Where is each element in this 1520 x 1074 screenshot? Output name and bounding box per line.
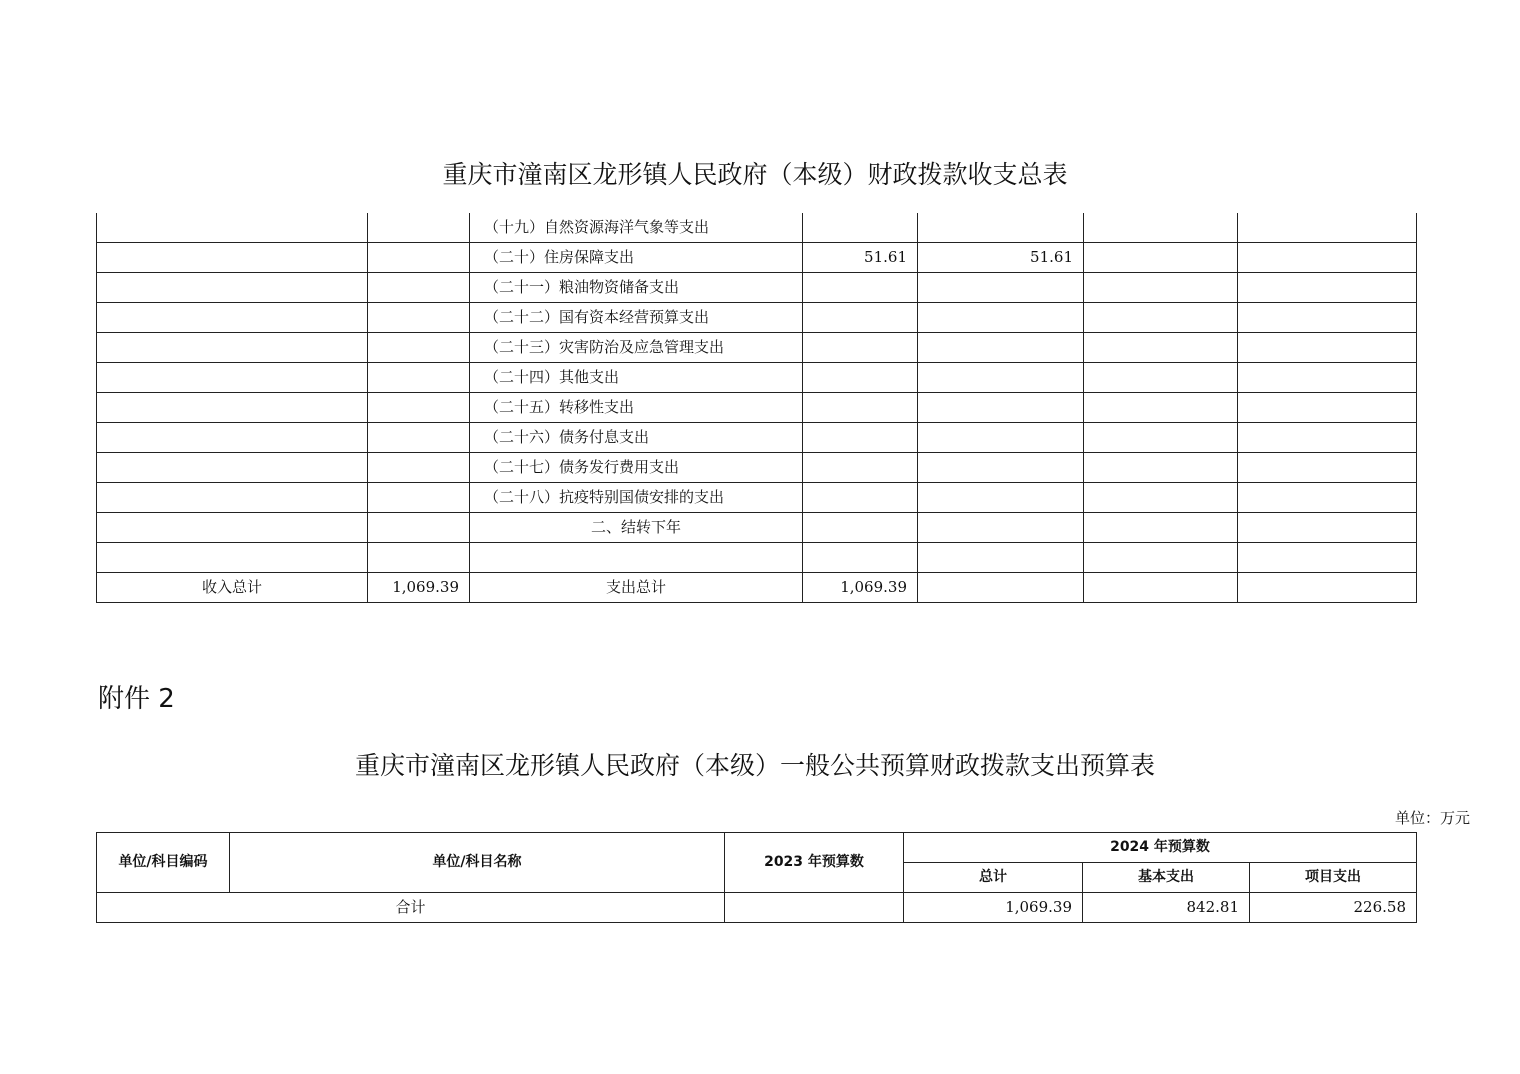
- header-project: 项目支出: [1250, 863, 1417, 893]
- table-row: [97, 483, 1417, 513]
- income-item-cell: [97, 423, 368, 453]
- state-capital-cell: [1238, 483, 1417, 513]
- income-item-cell: [97, 453, 368, 483]
- general-budget-cell: [918, 483, 1084, 513]
- empty-cell: [918, 573, 1084, 603]
- expense-value-cell: [803, 213, 918, 243]
- sum-project: 226.58: [1250, 893, 1417, 923]
- expense-value-cell: [803, 453, 918, 483]
- table-row: [97, 303, 1417, 333]
- expense-item-name: （十九）自然资源海洋气象等支出: [470, 213, 803, 243]
- general-budget-cell: [918, 333, 1084, 363]
- state-capital-cell: [1238, 393, 1417, 423]
- table-row: [97, 393, 1417, 423]
- empty-cell: [470, 543, 803, 573]
- sum-label: 合计: [97, 893, 725, 923]
- header-cur-year: 2024 年预算数: [904, 833, 1417, 863]
- expense-item-name: （二十七）债务发行费用支出: [470, 453, 803, 483]
- expense-value-cell: 51.61: [803, 243, 918, 273]
- expense-item-name: （二十三）灾害防治及应急管理支出: [470, 333, 803, 363]
- carry-forward-label: 二、结转下年: [470, 513, 803, 543]
- general-budget-cell: [918, 213, 1084, 243]
- unit-label: 单位：万元: [1394, 809, 1470, 827]
- table1-title: 重庆市潼南区龙形镇人民政府（本级）财政拨款收支总表: [442, 160, 1068, 189]
- revenue-expense-summary-table: [96, 213, 1417, 603]
- income-value-cell: [368, 273, 470, 303]
- income-item-cell: [97, 393, 368, 423]
- expense-value-cell: [803, 273, 918, 303]
- income-value-cell: [368, 303, 470, 333]
- header-name: 单位/科目名称: [230, 833, 725, 893]
- table-row: [97, 453, 1417, 483]
- header-code: 单位/科目编码: [97, 833, 230, 893]
- sum-basic: 842.81: [1083, 893, 1250, 923]
- empty-cell: [368, 543, 470, 573]
- state-capital-cell: [1238, 213, 1417, 243]
- income-value-cell: [368, 213, 470, 243]
- income-item-cell: [97, 243, 368, 273]
- empty-cell: [1084, 513, 1238, 543]
- expense-value-cell: [803, 303, 918, 333]
- expense-item-name: （二十五）转移性支出: [470, 393, 803, 423]
- table-row: [97, 273, 1417, 303]
- income-value-cell: [368, 423, 470, 453]
- fund-budget-cell: [1084, 273, 1238, 303]
- state-capital-cell: [1238, 273, 1417, 303]
- expense-item-name: （二十八）抗疫特别国债安排的支出: [470, 483, 803, 513]
- table-row: [97, 243, 1417, 273]
- general-budget-cell: 51.61: [918, 243, 1084, 273]
- empty-cell: [1084, 543, 1238, 573]
- expense-value-cell: [803, 483, 918, 513]
- general-budget-cell: [918, 363, 1084, 393]
- header-basic: 基本支出: [1083, 863, 1250, 893]
- fund-budget-cell: [1084, 393, 1238, 423]
- income-value-cell: [368, 483, 470, 513]
- fund-budget-cell: [1084, 213, 1238, 243]
- state-capital-cell: [1238, 363, 1417, 393]
- carry-forward-row: [97, 513, 1417, 543]
- state-capital-cell: [1238, 333, 1417, 363]
- total-row: [97, 573, 1417, 603]
- attachment-label: 附件 2: [98, 684, 175, 714]
- header-row: [97, 833, 1417, 863]
- fund-budget-cell: [1084, 333, 1238, 363]
- expense-value-cell: [803, 393, 918, 423]
- sum-total: 1,069.39: [904, 893, 1083, 923]
- fund-budget-cell: [1084, 483, 1238, 513]
- general-budget-cell: [918, 423, 1084, 453]
- general-budget-expenditure-table: [96, 832, 1417, 923]
- income-value-cell: [368, 453, 470, 483]
- sum-row: [97, 893, 1417, 923]
- table2-title: 重庆市潼南区龙形镇人民政府（本级）一般公共预算财政拨款支出预算表: [354, 751, 1155, 780]
- fund-budget-cell: [1084, 243, 1238, 273]
- general-budget-cell: [918, 393, 1084, 423]
- income-item-cell: [97, 483, 368, 513]
- expense-value-cell: [803, 423, 918, 453]
- income-item-cell: [97, 363, 368, 393]
- fund-budget-cell: [1084, 363, 1238, 393]
- empty-cell: [803, 513, 918, 543]
- income-item-cell: [97, 333, 368, 363]
- state-capital-cell: [1238, 243, 1417, 273]
- expense-total-label: 支出总计: [470, 573, 803, 603]
- empty-cell: [1084, 573, 1238, 603]
- empty-cell: [97, 543, 368, 573]
- income-value-cell: [368, 243, 470, 273]
- income-item-cell: [97, 213, 368, 243]
- expense-total-value: 1,069.39: [803, 573, 918, 603]
- income-item-cell: [97, 513, 368, 543]
- income-value-cell: [368, 333, 470, 363]
- empty-cell: [1238, 573, 1417, 603]
- income-total-label: 收入总计: [97, 573, 368, 603]
- table-row: [97, 423, 1417, 453]
- income-value-cell: [368, 363, 470, 393]
- table-row: [97, 333, 1417, 363]
- header-prev-year: 2023 年预算数: [725, 833, 904, 893]
- expense-item-name: （二十六）债务付息支出: [470, 423, 803, 453]
- empty-cell: [1238, 543, 1417, 573]
- sum-prev-year: [725, 893, 904, 923]
- fund-budget-cell: [1084, 423, 1238, 453]
- income-total-value: 1,069.39: [368, 573, 470, 603]
- fund-budget-cell: [1084, 303, 1238, 333]
- empty-cell: [803, 543, 918, 573]
- empty-cell: [918, 543, 1084, 573]
- income-item-cell: [97, 303, 368, 333]
- state-capital-cell: [1238, 453, 1417, 483]
- income-item-cell: [97, 273, 368, 303]
- state-capital-cell: [1238, 423, 1417, 453]
- income-value-cell: [368, 513, 470, 543]
- fund-budget-cell: [1084, 453, 1238, 483]
- income-value-cell: [368, 393, 470, 423]
- empty-cell: [1238, 513, 1417, 543]
- empty-cell: [918, 513, 1084, 543]
- expense-value-cell: [803, 363, 918, 393]
- general-budget-cell: [918, 273, 1084, 303]
- expense-item-name: （二十一）粮油物资储备支出: [470, 273, 803, 303]
- table-row: [97, 363, 1417, 393]
- state-capital-cell: [1238, 303, 1417, 333]
- expense-item-name: （二十二）国有资本经营预算支出: [470, 303, 803, 333]
- empty-row: [97, 543, 1417, 573]
- table-row: [97, 213, 1417, 243]
- header-total: 总计: [904, 863, 1083, 893]
- expense-item-name: （二十）住房保障支出: [470, 243, 803, 273]
- general-budget-cell: [918, 303, 1084, 333]
- general-budget-cell: [918, 453, 1084, 483]
- expense-value-cell: [803, 333, 918, 363]
- expense-item-name: （二十四）其他支出: [470, 363, 803, 393]
